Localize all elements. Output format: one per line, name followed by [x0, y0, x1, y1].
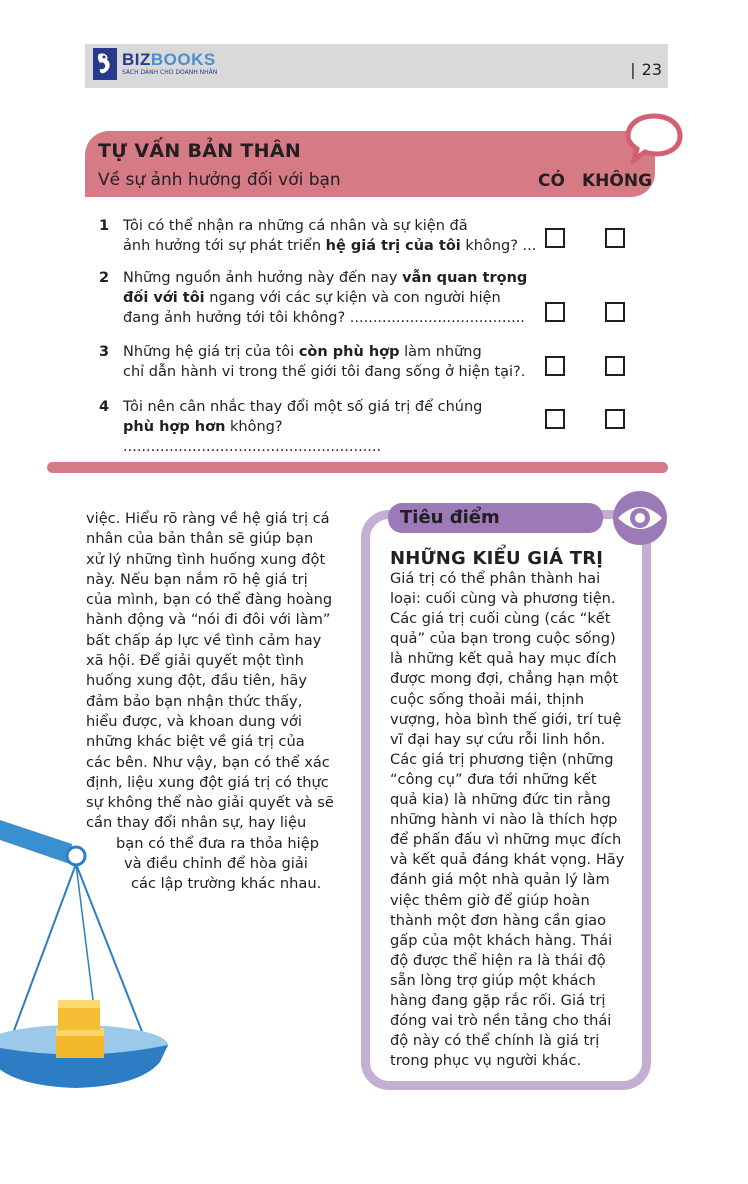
focus-line: “công cụ” đưa tới những kết — [390, 770, 597, 788]
focus-body-text — [390, 569, 640, 1071]
body-line: đảm bảo bạn nhận thức thấy, — [86, 692, 303, 710]
self-check-subtitle: Về sự ảnh hưởng đối với bạn — [98, 170, 341, 190]
focus-line: Các giá trị cuối cùng (các “kết — [390, 610, 611, 628]
question-text — [123, 397, 544, 457]
checkbox-q1-yes[interactable] — [545, 228, 565, 248]
focus-line: và kết quả đáng khát vọng. Hãy — [390, 851, 625, 869]
question-run: không? ... — [460, 238, 537, 254]
page-number: 23 — [641, 60, 662, 79]
section-divider — [47, 462, 668, 473]
checkbox-q4-yes[interactable] — [545, 409, 565, 429]
focus-line: thành một đơn hàng cần giao — [390, 911, 607, 929]
focus-line: đánh giá một nhà quản lý làm — [390, 871, 610, 889]
body-line: sự không thể nào giải quyết và sẽ — [86, 794, 334, 812]
balance-scale-illustration — [0, 820, 200, 1130]
body-line: xã hội. Để giải quyết một tình — [86, 652, 304, 670]
focus-line: vĩ đại hay sự cứu rỗi linh hồn. — [390, 730, 606, 748]
question-2 — [99, 268, 544, 328]
page-number-block — [630, 60, 662, 79]
question-line — [123, 308, 544, 328]
focus-line: là những kết quả hay mục đích — [390, 650, 617, 668]
question-text — [123, 268, 544, 328]
eye-icon — [612, 490, 668, 546]
question-run: chỉ dẫn hành vi trong thế giới tôi đang sống ở hiện tại?. — [123, 364, 526, 380]
question-emphasis: còn phù hợp — [298, 344, 400, 360]
focus-line: quả kia) là những đức tin rằng — [390, 791, 611, 809]
question-run: đang ảnh hưởng tới tôi không? ...................................... — [123, 310, 525, 326]
question-run: Tôi có thể nhận ra những cá nhân và sự kiện đã — [123, 218, 468, 234]
logo-tagline: SÁCH DÀNH CHO DOANH NHÂN — [122, 69, 218, 76]
body-line: của mình, bạn có thể đàng hoàng — [86, 591, 333, 609]
question-number: 3 — [99, 344, 110, 360]
focus-line: quả” của bạn trong cuộc sống) — [390, 630, 616, 648]
bizbooks-logo-icon — [93, 48, 117, 80]
checkbox-q1-no[interactable] — [605, 228, 625, 248]
question-number: 1 — [99, 218, 110, 234]
question-line — [123, 417, 544, 457]
question-number: 2 — [99, 270, 110, 286]
question-emphasis: hệ giá trị của tôi — [325, 238, 461, 254]
question-1 — [99, 216, 544, 256]
body-line: này. Nếu bạn nắm rõ hệ giá trị — [86, 570, 308, 588]
body-line: bạn có thể đưa ra thỏa hiệp — [116, 834, 319, 852]
question-run: ảnh hưởng tới sự phát triển — [123, 238, 326, 254]
checkbox-q4-no[interactable] — [605, 409, 625, 429]
focus-line: hàng đang gặp rắc rối. Giá trị — [390, 991, 606, 1009]
focus-line: cuộc sống thoải mái, thịnh — [390, 690, 585, 708]
body-line: cần thay đổi nhân sự, hay liệu — [86, 814, 307, 832]
question-run: Những nguồn ảnh hưởng này đến nay — [123, 270, 403, 286]
body-line: định, liệu xung đột giá trị có thực — [86, 773, 329, 791]
body-line: bất chấp áp lực về tình cảm hay — [86, 631, 322, 649]
question-line — [123, 362, 544, 382]
question-text — [123, 216, 544, 256]
bizbooks-logo — [93, 48, 217, 80]
page-separator: | — [630, 60, 636, 79]
question-emphasis: phù hợp hơn — [123, 419, 226, 435]
column-header-no: KHÔNG — [582, 171, 653, 191]
speech-bubble-icon — [624, 112, 684, 164]
question-emphasis: đối với tôi — [123, 290, 205, 306]
focus-line: sẵn lòng trợ giúp một khách — [390, 971, 596, 989]
body-line: hành động và “nói đi đôi với làm” — [86, 611, 331, 629]
focus-line: gấp của một khách hàng. Thái — [390, 931, 613, 949]
focus-line: được mong đợi, chẳng hạn một — [390, 670, 619, 688]
body-line: và điều chỉnh để hòa giải — [124, 855, 308, 873]
column-header-yes: CÓ — [538, 171, 565, 191]
question-3 — [99, 342, 544, 382]
body-line: xử lý những tình huống xung đột — [86, 550, 326, 568]
body-line: huống xung đột, đầu tiên, hãy — [86, 672, 308, 690]
question-line — [123, 288, 544, 308]
focus-line: độ được thể hiện ra là thái độ — [390, 951, 606, 969]
body-line: nhân của bản thân sẽ giúp bạn — [86, 530, 314, 548]
focus-line: Giá trị có thể phân thành hai — [390, 570, 601, 587]
focus-line: đóng vai trò nền tảng cho thái — [390, 1012, 612, 1030]
question-4 — [99, 397, 544, 457]
body-line: hiểu được, và khoan dung với — [86, 712, 302, 730]
logo-name: BIZBOOKS — [122, 50, 216, 69]
question-line — [123, 268, 544, 288]
focus-line: Các giá trị phương tiện (những — [390, 750, 614, 768]
self-check-title: TỰ VẤN BẢN THÂN — [98, 140, 302, 162]
question-line — [123, 397, 544, 417]
question-emphasis: vẫn quan trọng — [402, 270, 528, 286]
checkbox-q3-yes[interactable] — [545, 356, 565, 376]
focus-line: để phấn đấu vì những mục đích — [390, 831, 622, 849]
checkbox-q2-yes[interactable] — [545, 302, 565, 322]
focus-line: những hành vi nào là thích hợp — [390, 811, 618, 829]
focus-label: Tiêu điểm — [400, 507, 500, 528]
focus-line: độ này có thể chính là giá trị — [390, 1032, 600, 1050]
question-run: ngang với các sự kiện và con người hiện — [204, 290, 501, 306]
question-text — [123, 342, 544, 382]
focus-line: loại: cuối cùng và phương tiện. — [390, 590, 616, 608]
question-run: Tôi nên cân nhắc thay đổi một số giá trị để chúng — [123, 399, 483, 415]
focus-line: việc thêm giờ để giúp hoàn — [390, 891, 590, 909]
question-number: 4 — [99, 399, 110, 415]
question-run: không? ........................................................ — [123, 419, 382, 455]
body-line: các lập trường khác nhau. — [131, 875, 322, 893]
question-line — [123, 236, 544, 256]
body-line: những khác biệt về giá trị của — [86, 733, 305, 751]
focus-line: trong phục vụ người khác. — [390, 1052, 582, 1070]
question-line — [123, 216, 544, 236]
question-line — [123, 342, 544, 362]
question-run: làm những — [399, 344, 482, 360]
checkbox-q2-no[interactable] — [605, 302, 625, 322]
checkbox-q3-no[interactable] — [605, 356, 625, 376]
question-run: Những hệ giá trị của tôi — [123, 344, 299, 360]
focus-line: vượng, hòa bình thế giới, trí tuệ — [390, 710, 622, 728]
body-line: việc. Hiểu rõ ràng về hệ giá trị cá — [86, 510, 330, 527]
body-line: các bên. Như vậy, bạn có thể xác — [86, 753, 330, 771]
focus-heading: NHỮNG KIỂU GIÁ TRỊ — [390, 548, 604, 569]
